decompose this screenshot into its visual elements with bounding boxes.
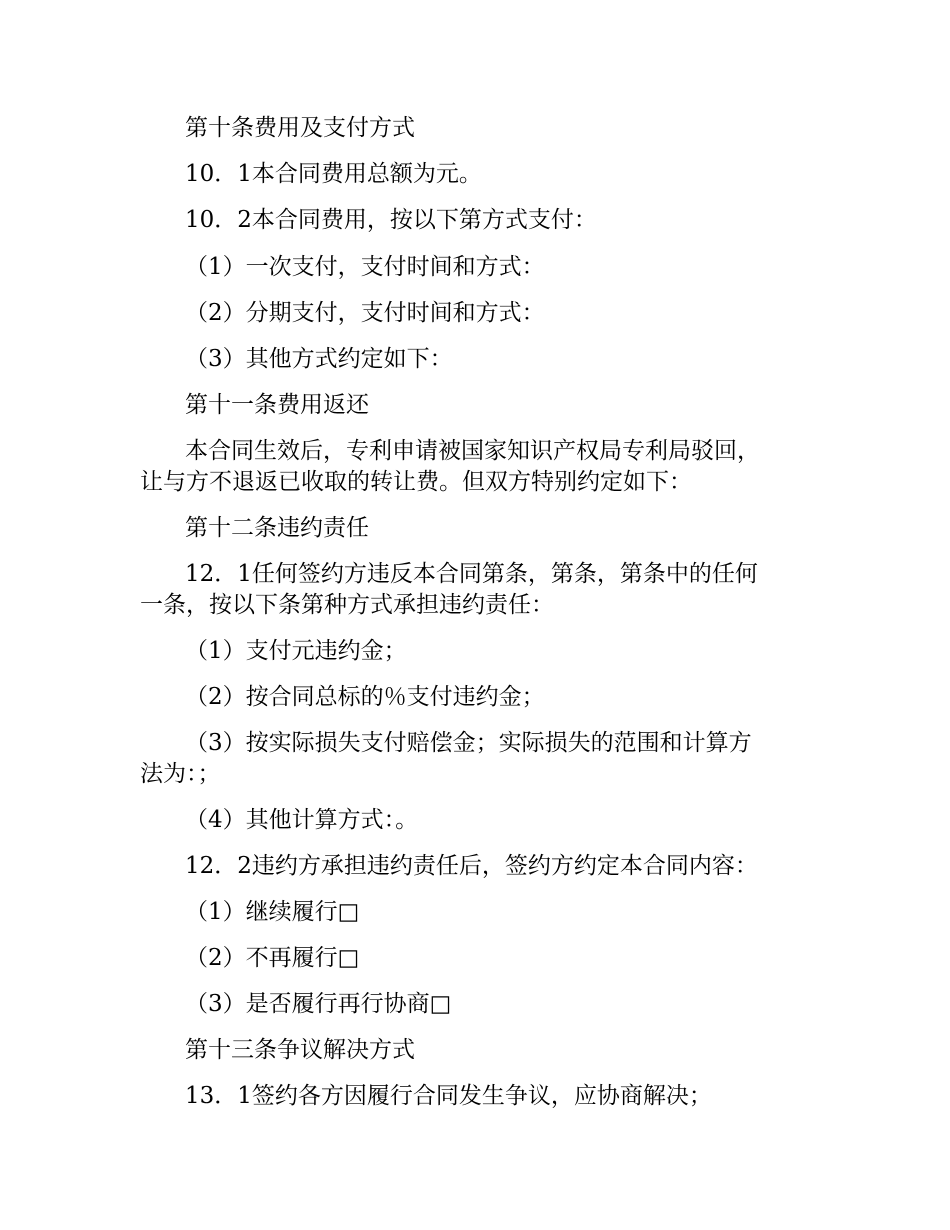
heading-article-11: 第十一条费用返还 [185, 392, 369, 418]
article-11-text-line-2: 让与方不退返已收取的转让费。但双方特别约定如下： [140, 469, 692, 495]
clause-12-2-option-2: （2）不再履行□ [185, 945, 360, 971]
clause-12-1-option-1: （1）支付元违约金； [185, 638, 407, 664]
clause-10-1: 10．1本合同费用总额为元。 [185, 161, 482, 187]
clause-13-1: 13．1签约各方因履行合同发生争议，应协商解决； [185, 1083, 712, 1109]
heading-article-13: 第十三条争议解决方式 [185, 1037, 415, 1063]
clause-10-2-option-3: （3）其他方式约定如下： [185, 346, 453, 372]
clause-10-2: 10．2本合同费用，按以下第方式支付： [185, 207, 597, 233]
clause-12-2: 12．2违约方承担违约责任后，签约方约定本合同内容： [185, 853, 758, 879]
clause-12-1-line-2: 一条，按以下条第种方式承担违约责任： [140, 592, 554, 618]
clause-12-1-line-1: 12．1任何签约方违反本合同第条，第条，第条中的任何 [185, 561, 758, 587]
clause-12-1-option-4: （4）其他计算方式：。 [185, 807, 419, 833]
heading-article-12: 第十二条违约责任 [185, 515, 369, 541]
clause-10-2-option-2: （2）分期支付，支付时间和方式： [185, 300, 545, 326]
clause-12-1-option-2: （2）按合同总标的％支付违约金； [185, 684, 545, 710]
clause-10-2-option-1: （1）一次支付，支付时间和方式： [185, 254, 545, 280]
heading-article-10: 第十条费用及支付方式 [185, 115, 415, 141]
clause-12-1-option-3-line-2: 法为：； [140, 761, 221, 787]
clause-12-2-option-1: （1）继续履行□ [185, 899, 360, 925]
clause-12-1-option-3-line-1: （3）按实际损失支付赔偿金；实际损失的范围和计算方 [185, 730, 752, 756]
article-11-text-line-1: 本合同生效后，专利申请被国家知识产权局专利局驳回， [185, 438, 760, 464]
clause-12-2-option-3: （3）是否履行再行协商□ [185, 991, 452, 1017]
